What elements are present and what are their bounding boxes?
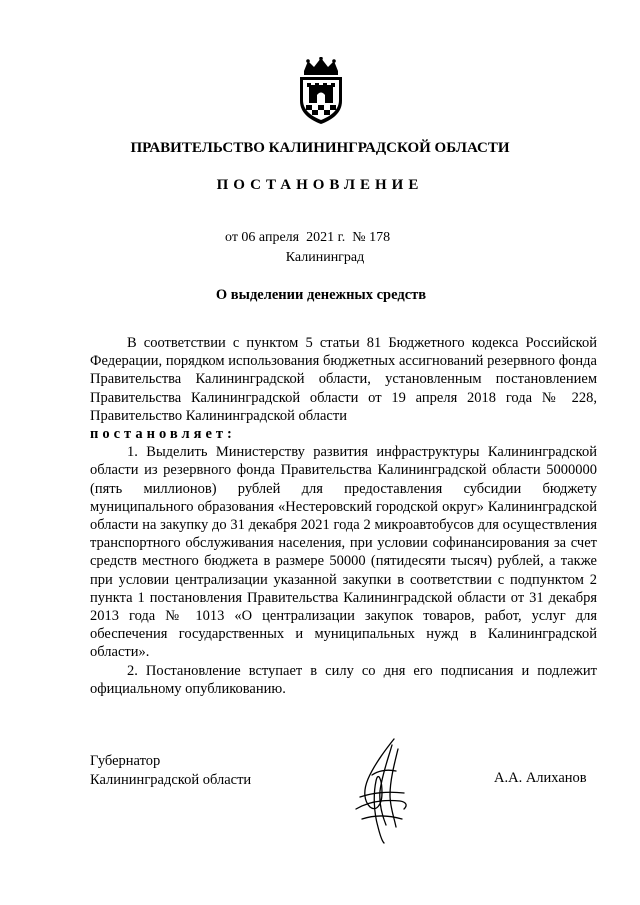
coat-of-arms-icon: [294, 57, 348, 125]
preamble-text: В соответствии с пунктом 5 статьи 81 Бюджетного кодекса Российской Федерации, порядком использования бюджетных ассигнований резервного фонда Правительства Калининградской области, установленным постановлением Правительства Калининградской области от 19 апреля 2018 года № 228, Правительство Калининградской области: [90, 335, 597, 424]
resolves-keyword: постановляет:: [90, 426, 236, 443]
document-body: [90, 334, 597, 698]
item-2-paragraph: 2. Постановление вступает в силу со дня его подписания и подлежит официальному опубликованию.: [90, 662, 597, 697]
document-subject: О выделении денежных средств: [215, 287, 427, 303]
signatory-title-line2: Калининградской области: [90, 771, 252, 788]
signatory-name: А.А. Алиханов: [494, 770, 587, 786]
resolves-paragraph: [90, 425, 597, 443]
preamble-paragraph: [90, 334, 597, 425]
city: Калининград: [285, 250, 365, 265]
handwritten-signature-icon: [352, 735, 412, 845]
date-number-line: от 06 апреля 2021 г. № 178: [225, 230, 391, 245]
organization-title: ПРАВИТЕЛЬСТВО КАЛИНИНГРАДСКОЙ ОБЛАСТИ: [130, 140, 510, 156]
signatory-title-line1: Губернатор: [90, 753, 161, 769]
signatory-title: [90, 752, 251, 789]
item-1-paragraph: 1. Выделить Министерству развития инфраструктуры Калининградской области из резервного фонда Правительства Калининградской области 5000000 (пять миллионов) рублей для предоставления субсидии бюджету муниципального образования «Нестеровский городской округ» Калининградской области на закупку до 31 декабря 2021 года 2 микроавтобусов для осуществления транспортного обслуживания населения, при условии софинансирования за счет средств местного бюджета в размере 50000 (пятидесяти тысяч) рублей, а также при условии централизации указанной закупки в соответствии с подпунктом 2 пункта 1 постановления Правительства Калининградской области от 31 декабря 2013 года № 1013 «О централизации закупок товаров, работ, услуг для обеспечения государственных и муниципальных нужд в Калининградской области».: [90, 444, 597, 661]
document-type: ПОСТАНОВЛЕНИЕ: [216, 177, 424, 193]
